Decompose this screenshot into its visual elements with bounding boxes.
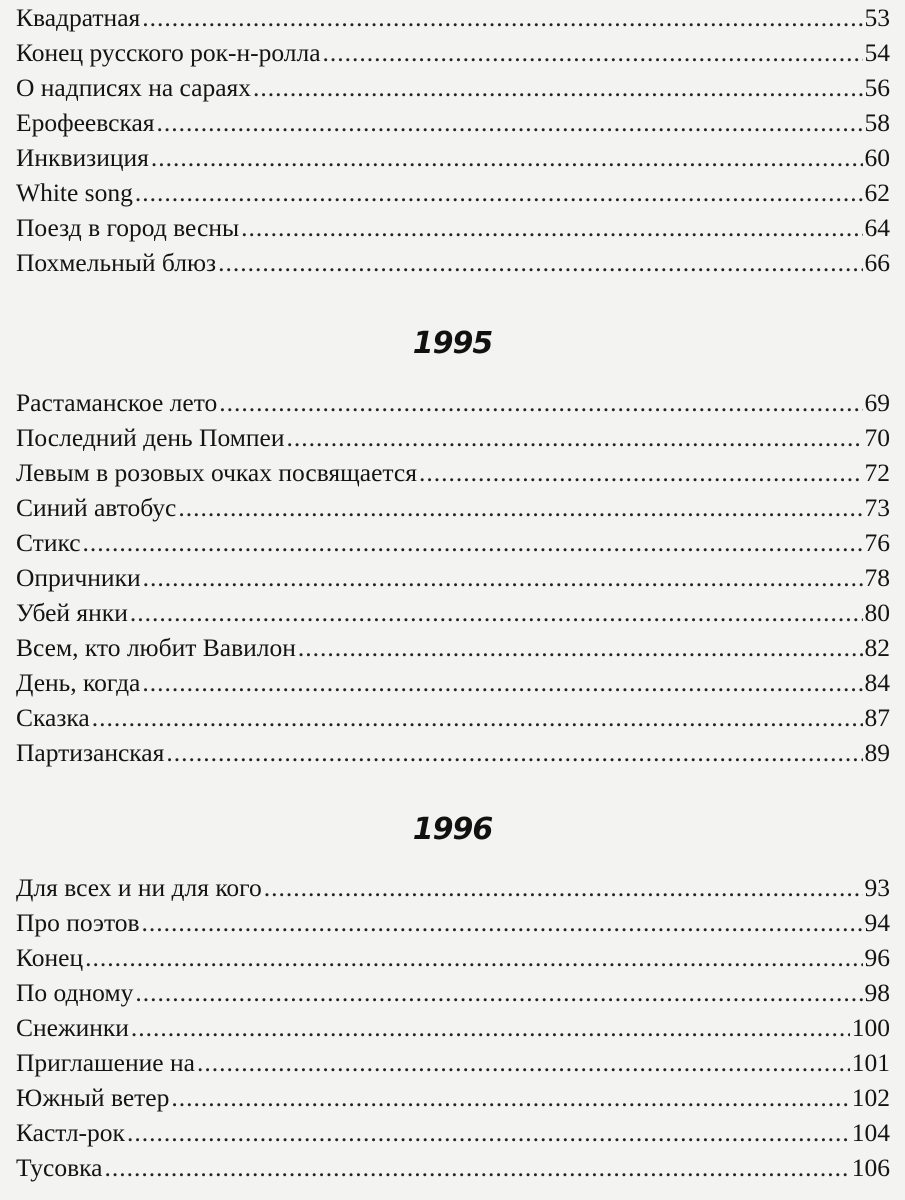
toc-entry — [16, 385, 890, 420]
toc-entry-title: Растаманское лето — [16, 388, 218, 417]
dot-leader — [166, 735, 862, 770]
dot-leader — [287, 420, 863, 455]
dot-leader — [135, 175, 863, 210]
toc-entry-page-number: 64 — [864, 213, 890, 242]
toc-entry — [16, 1010, 890, 1045]
toc-entry-page-number: 102 — [851, 1083, 890, 1112]
toc-entry-page-number: 53 — [864, 3, 890, 32]
toc-entry-title: Сказка — [16, 703, 90, 732]
toc-entry-title: White song — [16, 178, 133, 207]
section-year-heading: 1995 — [412, 326, 493, 361]
toc-section-1996 — [0, 870, 905, 1185]
toc-entry-page-number: 66 — [864, 248, 890, 277]
toc-entry-title: Тусовка — [16, 1153, 103, 1182]
dot-leader — [142, 0, 862, 35]
toc-entry — [16, 975, 890, 1010]
section-year-heading: 1996 — [412, 812, 493, 847]
toc-entry-page-number: 76 — [864, 528, 890, 557]
toc-entry-title: Конец русского рок-н-ролла — [16, 38, 321, 67]
toc-entry — [16, 105, 890, 140]
dot-leader — [143, 560, 863, 595]
toc-entry — [16, 665, 890, 700]
toc-entry — [16, 245, 890, 280]
toc-entry — [16, 70, 890, 105]
toc-entry-title: Левым в розовых очках посвящается — [16, 458, 417, 487]
toc-entry-page-number: 84 — [864, 668, 890, 697]
toc-entry-title: Синий автобус — [16, 493, 177, 522]
toc-entry-title: Опричники — [16, 563, 141, 592]
dot-leader — [92, 700, 863, 735]
dot-leader — [197, 1045, 850, 1080]
toc-entry — [16, 940, 890, 975]
toc-entry-page-number: 58 — [864, 108, 890, 137]
toc-entry-title: Инквизиция — [16, 143, 149, 172]
toc-entry-page-number: 93 — [864, 873, 890, 902]
dot-leader — [219, 385, 862, 420]
dot-leader — [419, 455, 863, 490]
toc-entry-page-number: 72 — [864, 458, 890, 487]
dot-leader — [142, 905, 863, 940]
toc-entry-title: Южный ветер — [16, 1083, 170, 1112]
dot-leader — [85, 940, 862, 975]
toc-entry-page-number: 98 — [864, 978, 890, 1007]
toc-entry-title: По одному — [16, 978, 134, 1007]
toc-entry-title: Последний день Помпеи — [16, 423, 285, 452]
toc-entry-page-number: 60 — [864, 143, 890, 172]
toc-entry — [16, 140, 890, 175]
toc-entry — [16, 490, 890, 525]
toc-entry-title: Кастл-рок — [16, 1118, 125, 1147]
dot-leader — [135, 975, 862, 1010]
toc-entry-title: Конец — [16, 943, 84, 972]
toc-entry-page-number: 100 — [851, 1013, 890, 1042]
toc-section-continued — [0, 0, 905, 280]
dot-leader — [105, 1150, 850, 1185]
toc-entry — [16, 560, 890, 595]
toc-entry-page-number: 62 — [864, 178, 890, 207]
toc-entry — [16, 1080, 890, 1115]
toc-entry-title: Похмельный блюз — [16, 248, 217, 277]
toc-entry — [16, 595, 890, 630]
toc-entry-title: Ерофеевская — [16, 108, 155, 137]
dot-leader — [178, 490, 862, 525]
toc-entry-title: Поезд в город весны — [16, 213, 240, 242]
toc-entry — [16, 0, 890, 35]
dot-leader — [298, 630, 863, 665]
toc-entry-title: Убей янки — [16, 598, 128, 627]
toc-entry-title: День, когда — [16, 668, 141, 697]
dot-leader — [157, 105, 863, 140]
toc-entry-title: Стикс — [16, 528, 81, 557]
toc-entry — [16, 700, 890, 735]
toc-entry — [16, 905, 890, 940]
toc-entry — [16, 1115, 890, 1150]
toc-entry — [16, 870, 890, 905]
toc-entry-title: Для всех и ни для кого — [16, 873, 262, 902]
toc-entry-page-number: 78 — [864, 563, 890, 592]
toc-entry-page-number: 106 — [851, 1153, 890, 1182]
toc-entry-page-number: 94 — [864, 908, 890, 937]
toc-entry — [16, 735, 890, 770]
dot-leader — [83, 525, 863, 560]
toc-entry-page-number: 54 — [864, 38, 890, 67]
dot-leader — [264, 870, 863, 905]
toc-entry-title: О надписях на сараях — [16, 73, 252, 102]
toc-entry — [16, 420, 890, 455]
dot-leader — [151, 140, 863, 175]
toc-entry — [16, 1150, 890, 1185]
toc-entry-title: Всем, кто любит Вавилон — [16, 633, 296, 662]
dot-leader — [130, 595, 863, 630]
toc-entry-title: Про поэтов — [16, 908, 140, 937]
toc-entry-page-number: 70 — [864, 423, 890, 452]
toc-section-1995 — [0, 385, 905, 770]
toc-entry — [16, 210, 890, 245]
toc-entry-title: Квадратная — [16, 3, 141, 32]
toc-entry-page-number: 96 — [864, 943, 890, 972]
toc-entry-title: Приглашение на — [16, 1048, 195, 1077]
toc-entry — [16, 455, 890, 490]
toc-entry-title: Партизанская — [16, 738, 165, 767]
toc-entry — [16, 630, 890, 665]
toc-entry-page-number: 80 — [864, 598, 890, 627]
dot-leader — [142, 665, 862, 700]
toc-entry-page-number: 73 — [864, 493, 890, 522]
dot-leader — [218, 245, 862, 280]
toc-entry-page-number: 101 — [851, 1048, 890, 1077]
toc-entry-title: Снежинки — [16, 1013, 129, 1042]
dot-leader — [323, 35, 863, 70]
toc-entry-page-number: 89 — [864, 738, 890, 767]
toc-entry — [16, 35, 890, 70]
toc-entry — [16, 525, 890, 560]
toc-entry-page-number: 104 — [851, 1118, 890, 1147]
dot-leader — [253, 70, 862, 105]
toc-entry-page-number: 82 — [864, 633, 890, 662]
dot-leader — [241, 210, 862, 245]
toc-entry-page-number: 87 — [864, 703, 890, 732]
dot-leader — [171, 1080, 849, 1115]
dot-leader — [131, 1010, 850, 1045]
toc-entry-page-number: 56 — [864, 73, 890, 102]
dot-leader — [127, 1115, 850, 1150]
toc-entry-page-number: 69 — [864, 388, 890, 417]
toc-entry — [16, 1045, 890, 1080]
toc-entry — [16, 175, 890, 210]
